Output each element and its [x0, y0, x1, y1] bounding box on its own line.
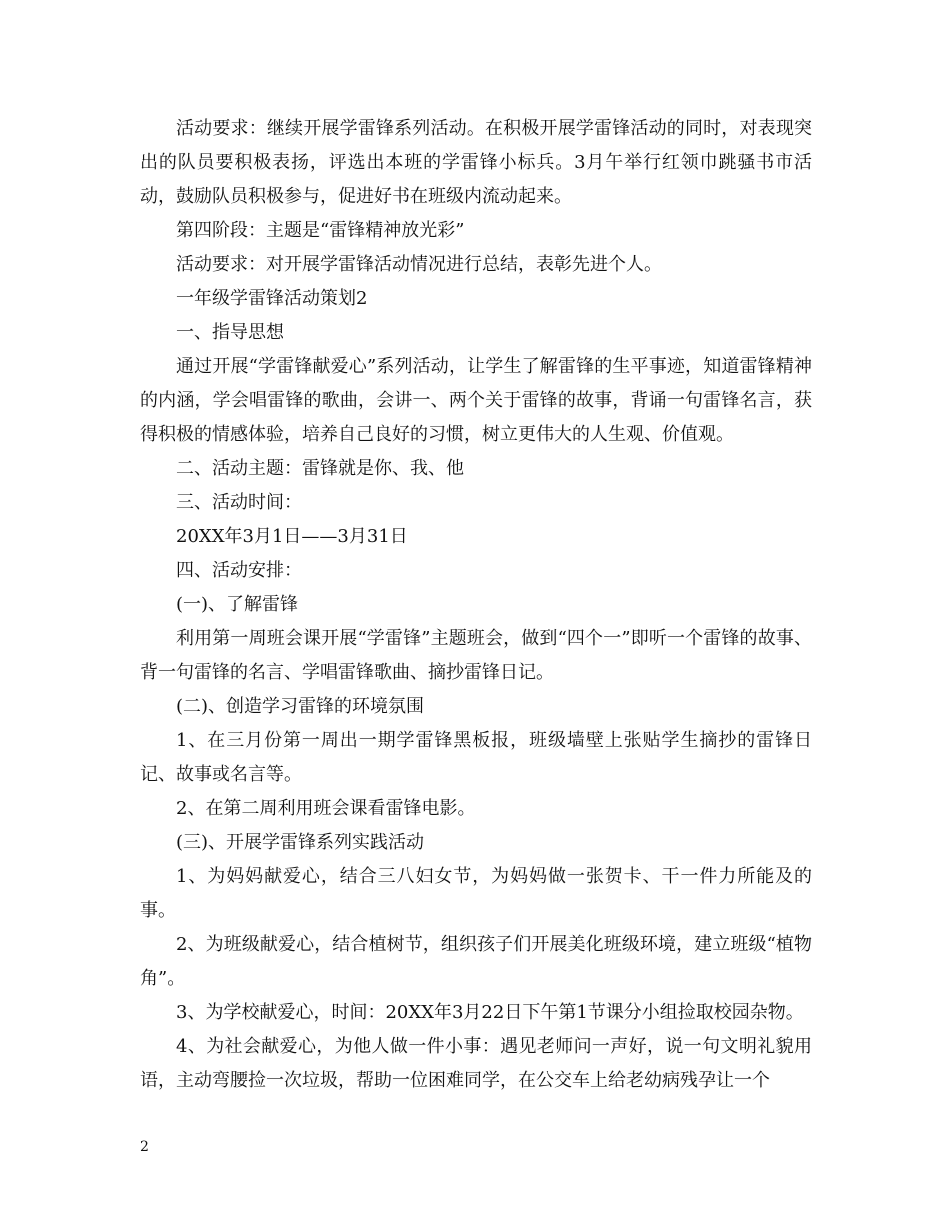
heading-guiding-thought: 一、指导思想 [176, 322, 284, 343]
heading-activity-time: 三、活动时间： [176, 492, 302, 513]
paragraph-class-meeting: 利用第一周班会课开展“学雷锋”主题班会，做到“四个一”即听一个雷锋的故事、背一句雷锋的名言、学唱雷锋歌曲、摘抄雷锋日记。 [140, 628, 812, 683]
paragraph-activity-dates: 20XX年3月1日——3月31日 [176, 526, 408, 547]
page-number: 2 [140, 1139, 149, 1155]
subheading-practice-activities: (三)、开展学雷锋系列实践活动 [176, 832, 425, 853]
paragraph-stage-four: 第四阶段：主题是“雷锋精神放光彩” [176, 220, 465, 241]
document-body [140, 112, 812, 1098]
heading-activity-theme: 二、活动主题：雷锋就是你、我、他 [176, 458, 464, 479]
heading-activity-arrangement: 四、活动安排： [176, 560, 302, 581]
list-item-mother: 1、为妈妈献爱心，结合三八妇女节，为妈妈做一张贺卡、干一件力所能及的事。 [140, 866, 812, 921]
list-item-blackboard: 1、在三月份第一周出一期学雷锋黑板报，班级墙壁上张贴学生摘抄的雷锋日记、故事或名言等。 [140, 730, 812, 785]
list-item-school: 3、为学校献爱心，时间：20XX年3月22日下午第1节课分小组捡取校园杂物。 [176, 1002, 804, 1023]
list-item-society: 4、为社会献爱心，为他人做一件小事：遇见老师问一声好，说一句文明礼貌用语，主动弯腰捡一次垃圾，帮助一位困难同学，在公交车上给老幼病残孕让一个 [140, 1036, 812, 1091]
section-title: 一年级学雷锋活动策划2 [176, 288, 368, 309]
paragraph-activity-requirement-1: 活动要求：继续开展学雷锋系列活动。在积极开展学雷锋活动的同时，对表现突出的队员要积极表扬，评选出本班的学雷锋小标兵。3月午举行红领巾跳骚书市活动，鼓励队员积极参与，促进好书在班级内流动起来。 [140, 118, 812, 207]
subheading-understand-leifeng: (一)、了解雷锋 [176, 594, 299, 615]
list-item-movie: 2、在第二周利用班会课看雷锋电影。 [176, 798, 476, 819]
paragraph-activity-requirement-2: 活动要求：对开展学雷锋活动情况进行总结，表彰先进个人。 [176, 254, 662, 275]
list-item-class: 2、为班级献爱心，结合植树节，组织孩子们开展美化班级环境，建立班级“植物角”。 [140, 934, 812, 989]
subheading-learning-atmosphere: (二)、创造学习雷锋的环境氛围 [176, 696, 425, 717]
paragraph-guiding-thought: 通过开展“学雷锋献爱心”系列活动，让学生了解雷锋的生平事迹，知道雷锋精神的内涵，学会唱雷锋的歌曲，会讲一、两个关于雷锋的故事，背诵一句雷锋名言，获得积极的情感体验，培养自己良好的习惯，树立更伟大的人生观、价值观。 [140, 356, 812, 445]
